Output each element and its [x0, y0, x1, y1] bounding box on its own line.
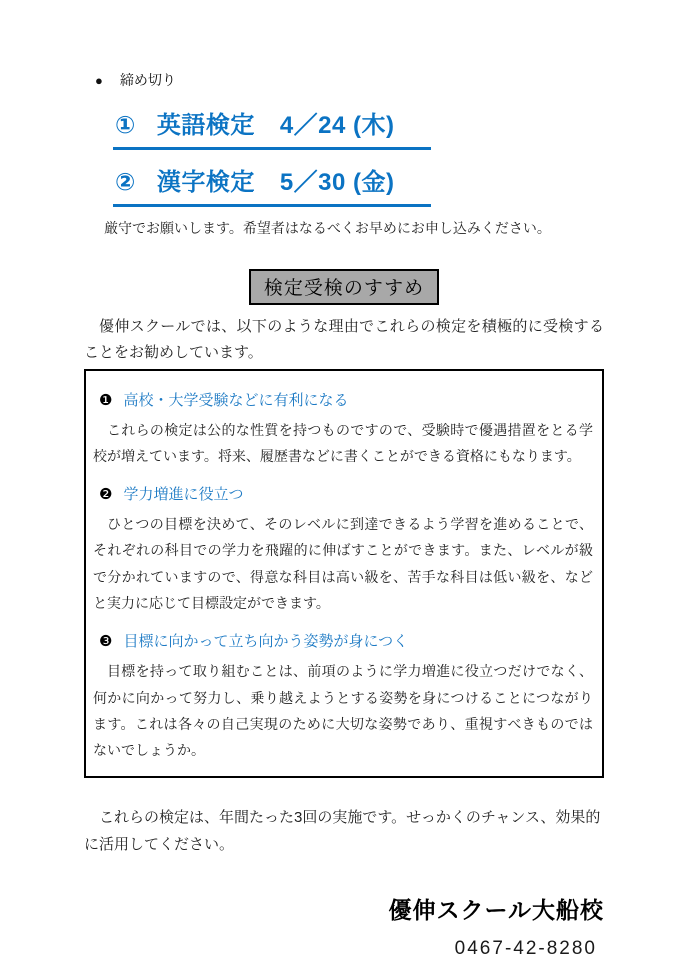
filled-number-2-icon: ❷: [99, 486, 113, 504]
intro-paragraph: 優伸スクールでは、以下のような理由でこれらの検定を積極的に受検することをお勧めしています。: [84, 318, 604, 362]
exam-date: 4／24 (木): [279, 112, 395, 139]
circled-number-icon: ②: [115, 169, 136, 196]
reasons-box: [84, 369, 604, 778]
filled-number-3-icon: ❸: [99, 633, 113, 651]
bullet-icon: ●: [95, 72, 103, 88]
school-name: 優伸スクール大船校: [388, 896, 604, 923]
exam-deadline-english: [113, 105, 431, 150]
closing-paragraph: これらの検定は、年間たった3回の実施です。せっかくのチャンス、効果的に活用してください。: [84, 808, 601, 853]
reason-1-body: これらの検定は公的な性質を持つものですので、受験時で優遇措置をとる学校が増えています。将来、履歴書などに書くことができる資格にもなります。: [93, 421, 593, 464]
reason-3-title: [99, 630, 593, 651]
deadline-note: 厳守でお願いします。希望者はなるべくお早めにお申し込みください。: [104, 220, 551, 236]
reason-2-body: ひとつの目標を決めて、そのレベルに到達できるよう学習を進めることで、それぞれの科目での学力を飛躍的に伸ばすことができます。また、レベルが級で分かれていますので、得意な科目は高い級を、苦手な科目は低い級を、などと実力に応じて目標設定ができます。: [93, 516, 593, 612]
deadline-label: 締め切り: [119, 72, 176, 88]
exam-name: 英語検定: [156, 112, 255, 139]
reason-3-body: 目標を持って取り組むことは、前項のように学力増進に役立つだけでなく、何かに向かって努力し、乗り越えようとする姿勢を身につけることにつながります。これは各々の自己実現のために大切な姿勢であり、重視すべきものではないでしょうか。: [93, 663, 593, 759]
reason-title-text: 学力増進に役立つ: [123, 486, 244, 504]
reason-title-text: 高校・大学受験などに有利になる: [123, 391, 349, 409]
reason-title-text: 目標に向かって立ち向かう姿勢が身につく: [123, 633, 409, 651]
reason-2-title: [99, 483, 593, 504]
exam-name: 漢字検定: [156, 169, 255, 196]
filled-number-1-icon: ❶: [99, 391, 113, 409]
circled-number-icon: ①: [115, 112, 136, 139]
exam-deadline-kanji: [113, 162, 431, 207]
deadline-section-header: [95, 70, 604, 90]
phone-number: 0467-42-8280: [454, 937, 597, 959]
exam-date: 5／30 (金): [279, 169, 395, 196]
reason-1-title: [99, 389, 593, 410]
signature-block: [84, 892, 604, 960]
recommendation-heading-box: 検定受検のすすめ: [249, 269, 439, 305]
